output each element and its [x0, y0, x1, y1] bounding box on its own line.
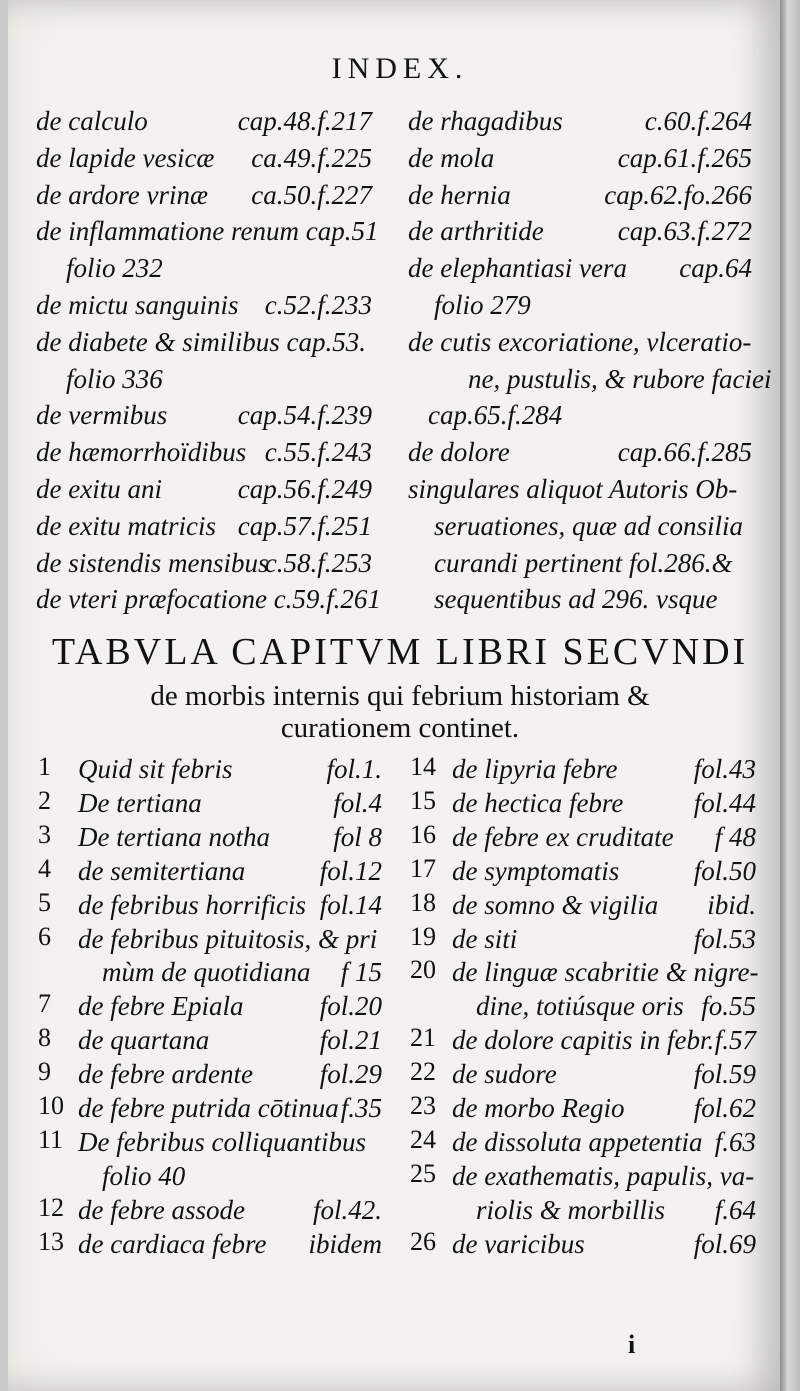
index-entry [408, 251, 627, 285]
index-entry [408, 178, 511, 212]
chapter-title: de febre ardente [78, 1059, 253, 1090]
chapter-title: mùm de quotidiana [102, 957, 311, 988]
index-entry [66, 362, 163, 396]
index-entry-label: folio 279 [434, 290, 531, 320]
index-entry-ref: cap.54.f.239 [237, 400, 372, 431]
index-entry-label: de diabete & similibus cap.53. [36, 326, 366, 357]
chapter-title: de febribus pituitosis, & pri [78, 923, 378, 954]
index-entry [408, 472, 737, 506]
chapter-number: 16 [410, 819, 436, 849]
chapter-number: 18 [410, 887, 436, 917]
chapter-number: 25 [410, 1158, 436, 1188]
chapter-title: de febre assode [78, 1194, 245, 1225]
chapter-number: 21 [410, 1023, 436, 1053]
index-entry [36, 582, 381, 616]
index-entry-label: de calculo [36, 106, 148, 136]
chapter-folio: fol.14 [319, 889, 382, 920]
index-entry-ref: cap.57.f.251 [237, 510, 372, 541]
index-entry [468, 362, 771, 396]
chapter-number: 9 [38, 1057, 51, 1087]
chapter-number: 20 [410, 955, 436, 985]
index-entry [36, 509, 216, 543]
chapter-title: De tertiana notha [78, 821, 270, 852]
chapter-number: 17 [410, 853, 436, 883]
index-entry-ref: c.60.f.264 [644, 106, 752, 136]
index-entry [36, 288, 239, 322]
index-entry [408, 325, 751, 359]
chapter-number: 14 [410, 752, 436, 781]
running-head: INDEX. [331, 52, 469, 85]
index-entry-label: de vermibus [36, 400, 168, 431]
chapter-folio: fol.12 [319, 855, 382, 886]
index-entry-label: de exitu ani [36, 474, 162, 504]
chapter-number: 22 [410, 1057, 436, 1087]
chapter-number: 10 [38, 1091, 64, 1120]
index-entry-label: de cutis excoriatione, vlceratio- [408, 326, 752, 357]
chapter-folio: fol.1. [326, 754, 382, 784]
chapter-folio: f 48 [714, 821, 756, 852]
index-entry-label: de vteri præfocatione c.59.f.261 [36, 584, 381, 615]
chapter-title: de febre ex cruditate [452, 821, 674, 852]
index-entry-ref: cap.64 [679, 253, 752, 284]
index-entry-ref: cap.48.f.217 [237, 106, 372, 136]
chapter-number: 7 [38, 989, 51, 1019]
chapter-folio: fol.62 [693, 1093, 756, 1123]
chapter-folio: fol.42. [312, 1194, 382, 1225]
chapter-number: 6 [38, 921, 51, 951]
chapter-folio: fol.21 [319, 1025, 382, 1056]
signature-mark: i [628, 1330, 636, 1359]
chapter-number: 11 [38, 1124, 64, 1154]
chapter-number: 13 [38, 1226, 64, 1256]
index-entry [408, 141, 494, 175]
index-entry [408, 214, 544, 248]
index-entry [66, 251, 163, 285]
chapter-number: 2 [38, 785, 51, 815]
chapter-title: de linguæ scabritie & nigre- [452, 957, 759, 988]
chapter-folio: f.57 [714, 1025, 756, 1056]
chapter-folio: f.64 [714, 1194, 756, 1225]
chapter-title: de varicibus [452, 1228, 585, 1259]
chapter-title: de siti [452, 923, 518, 954]
index-entry-ref: ca.50.f.227 [251, 179, 372, 210]
index-entry-label: curandi pertinent fol.286.& [434, 547, 733, 578]
index-entry-label: de elephantiasi vera [408, 253, 627, 284]
table-subtitle-line-1: de morbis internis qui febrium historiam & [150, 680, 650, 712]
chapter-folio: fol.43 [693, 754, 756, 784]
index-entry-label: de arthritide [408, 216, 544, 247]
chapter-folio: fo.55 [701, 991, 756, 1022]
index-entry-ref: cap.63.f.272 [617, 216, 752, 247]
index-entry-label: cap.65.f.284 [428, 400, 563, 431]
index-entry-ref: c.52.f.233 [264, 290, 372, 320]
chapter-title: de somno & vigilia [452, 889, 659, 920]
chapter-title: de morbo Regio [452, 1093, 625, 1123]
index-entry-label: de ardore vrinæ [36, 179, 208, 210]
chapter-number: 15 [410, 785, 436, 815]
index-entry-label: de sistendis mensibus [36, 547, 269, 578]
chapter-title: Quid sit febris [78, 754, 233, 784]
index-entry [36, 178, 208, 212]
chapter-folio: fol.50 [693, 855, 756, 886]
chapter-folio: fol.44 [693, 787, 756, 818]
index-entry [434, 288, 531, 322]
chapter-title: de exathematis, papulis, va- [452, 1160, 755, 1191]
chapter-folio: fol.4 [333, 787, 382, 818]
index-entry [36, 472, 162, 506]
index-entry-label: seruationes, quæ ad consilia [434, 510, 743, 541]
chapter-folio: fol.69 [693, 1228, 756, 1259]
table-subtitle-line-2: curationem continet. [280, 712, 520, 744]
index-entry-label: folio 336 [66, 363, 163, 394]
chapter-title: de hectica febre [452, 787, 624, 818]
chapter-folio: fol.53 [693, 923, 756, 954]
chapter-number: 24 [410, 1124, 436, 1154]
index-entry [36, 546, 269, 580]
index-entry-label: de mictu sanguinis [36, 290, 239, 320]
chapter-title: de febre putrida cōtinua [78, 1093, 339, 1123]
chapter-title: folio 40 [102, 1160, 186, 1191]
index-entry-label: de exitu matricis [36, 510, 216, 541]
chapter-title: de febribus horrificis [78, 889, 306, 920]
chapter-folio: fol.20 [319, 991, 382, 1022]
index-entry-label: singulares aliquot Autoris Ob- [408, 474, 738, 504]
index-entry [36, 398, 167, 432]
chapter-title: De febribus colliquantibus [78, 1126, 366, 1157]
chapter-number: 5 [38, 887, 51, 917]
chapter-title: de semitertiana [78, 855, 246, 886]
chapter-folio: f.35 [340, 1093, 382, 1123]
index-entry [408, 104, 563, 138]
chapter-number: 1 [38, 752, 51, 781]
chapter-number: 8 [38, 1023, 51, 1053]
chapter-title: De tertiana [78, 787, 202, 818]
index-entry [36, 104, 148, 138]
index-entry [434, 582, 717, 616]
table-title: TABVLA CAPITVM LIBRI SECVNDI [51, 631, 749, 673]
chapter-title: de sudore [452, 1059, 557, 1090]
index-entry [36, 141, 214, 175]
index-entry-ref: cap.61.f.265 [617, 142, 752, 173]
index-entry [36, 325, 366, 359]
chapter-folio: f 15 [340, 957, 382, 988]
index-entry-label: ne, pustulis, & rubore faciei [468, 363, 772, 394]
chapter-folio: fol 8 [333, 821, 382, 852]
chapter-folio: f.63 [714, 1126, 756, 1157]
index-entry [36, 214, 378, 248]
chapter-number: 19 [410, 921, 436, 951]
chapter-title: de febre Epiala [78, 991, 244, 1022]
index-entry-label: de lapide vesicæ [36, 142, 215, 173]
index-entry-label: de hernia [408, 179, 511, 210]
chapter-title: de lipyria febre [452, 754, 618, 784]
index-entry [428, 398, 562, 432]
chapter-title: riolis & morbillis [476, 1194, 666, 1225]
index-entry-label: de inflammatione renum cap.51 [36, 216, 379, 247]
index-entry-label: de rhagadibus [408, 106, 563, 136]
index-entry-label: folio 232 [66, 253, 163, 284]
index-entry-ref: cap.66.f.285 [617, 437, 752, 468]
index-entry-ref: cap.56.f.249 [237, 474, 372, 504]
index-entry-ref: c.58.f.253 [264, 547, 372, 578]
chapter-folio: ibidem [308, 1228, 382, 1259]
chapter-folio: fol.59 [693, 1059, 756, 1090]
index-entry-ref: ca.49.f.225 [251, 142, 372, 173]
chapter-title: de quartana [78, 1025, 210, 1056]
chapter-folio: ibid. [707, 889, 756, 920]
index-entry-ref: c.55.f.243 [264, 437, 372, 468]
index-entry-label: sequentibus ad 296. vsque [434, 584, 718, 615]
chapter-title: de dissoluta appetentia [452, 1126, 703, 1157]
chapter-number: 23 [410, 1091, 436, 1120]
chapter-title: de symptomatis [452, 855, 620, 886]
index-entry [434, 509, 743, 543]
index-entry-label: de mola [408, 142, 495, 173]
chapter-title: de dolore capitis in febr. [452, 1025, 715, 1056]
chapter-number: 3 [38, 819, 51, 849]
chapter-title: dine, totiúsque oris [476, 991, 684, 1022]
index-entry-label: de hæmorrhoïdibus [36, 437, 247, 468]
index-entry-label: de dolore [408, 437, 510, 468]
chapter-number: 12 [38, 1192, 64, 1222]
index-entry [434, 546, 732, 580]
chapter-folio: fol.29 [319, 1059, 382, 1090]
index-entry-ref: cap.62.fo.266 [604, 179, 752, 210]
index-entry [36, 435, 246, 469]
chapter-title: de cardiaca febre [78, 1228, 267, 1259]
chapter-number: 4 [38, 853, 51, 883]
chapter-number: 26 [410, 1226, 436, 1256]
index-entry [408, 435, 510, 469]
